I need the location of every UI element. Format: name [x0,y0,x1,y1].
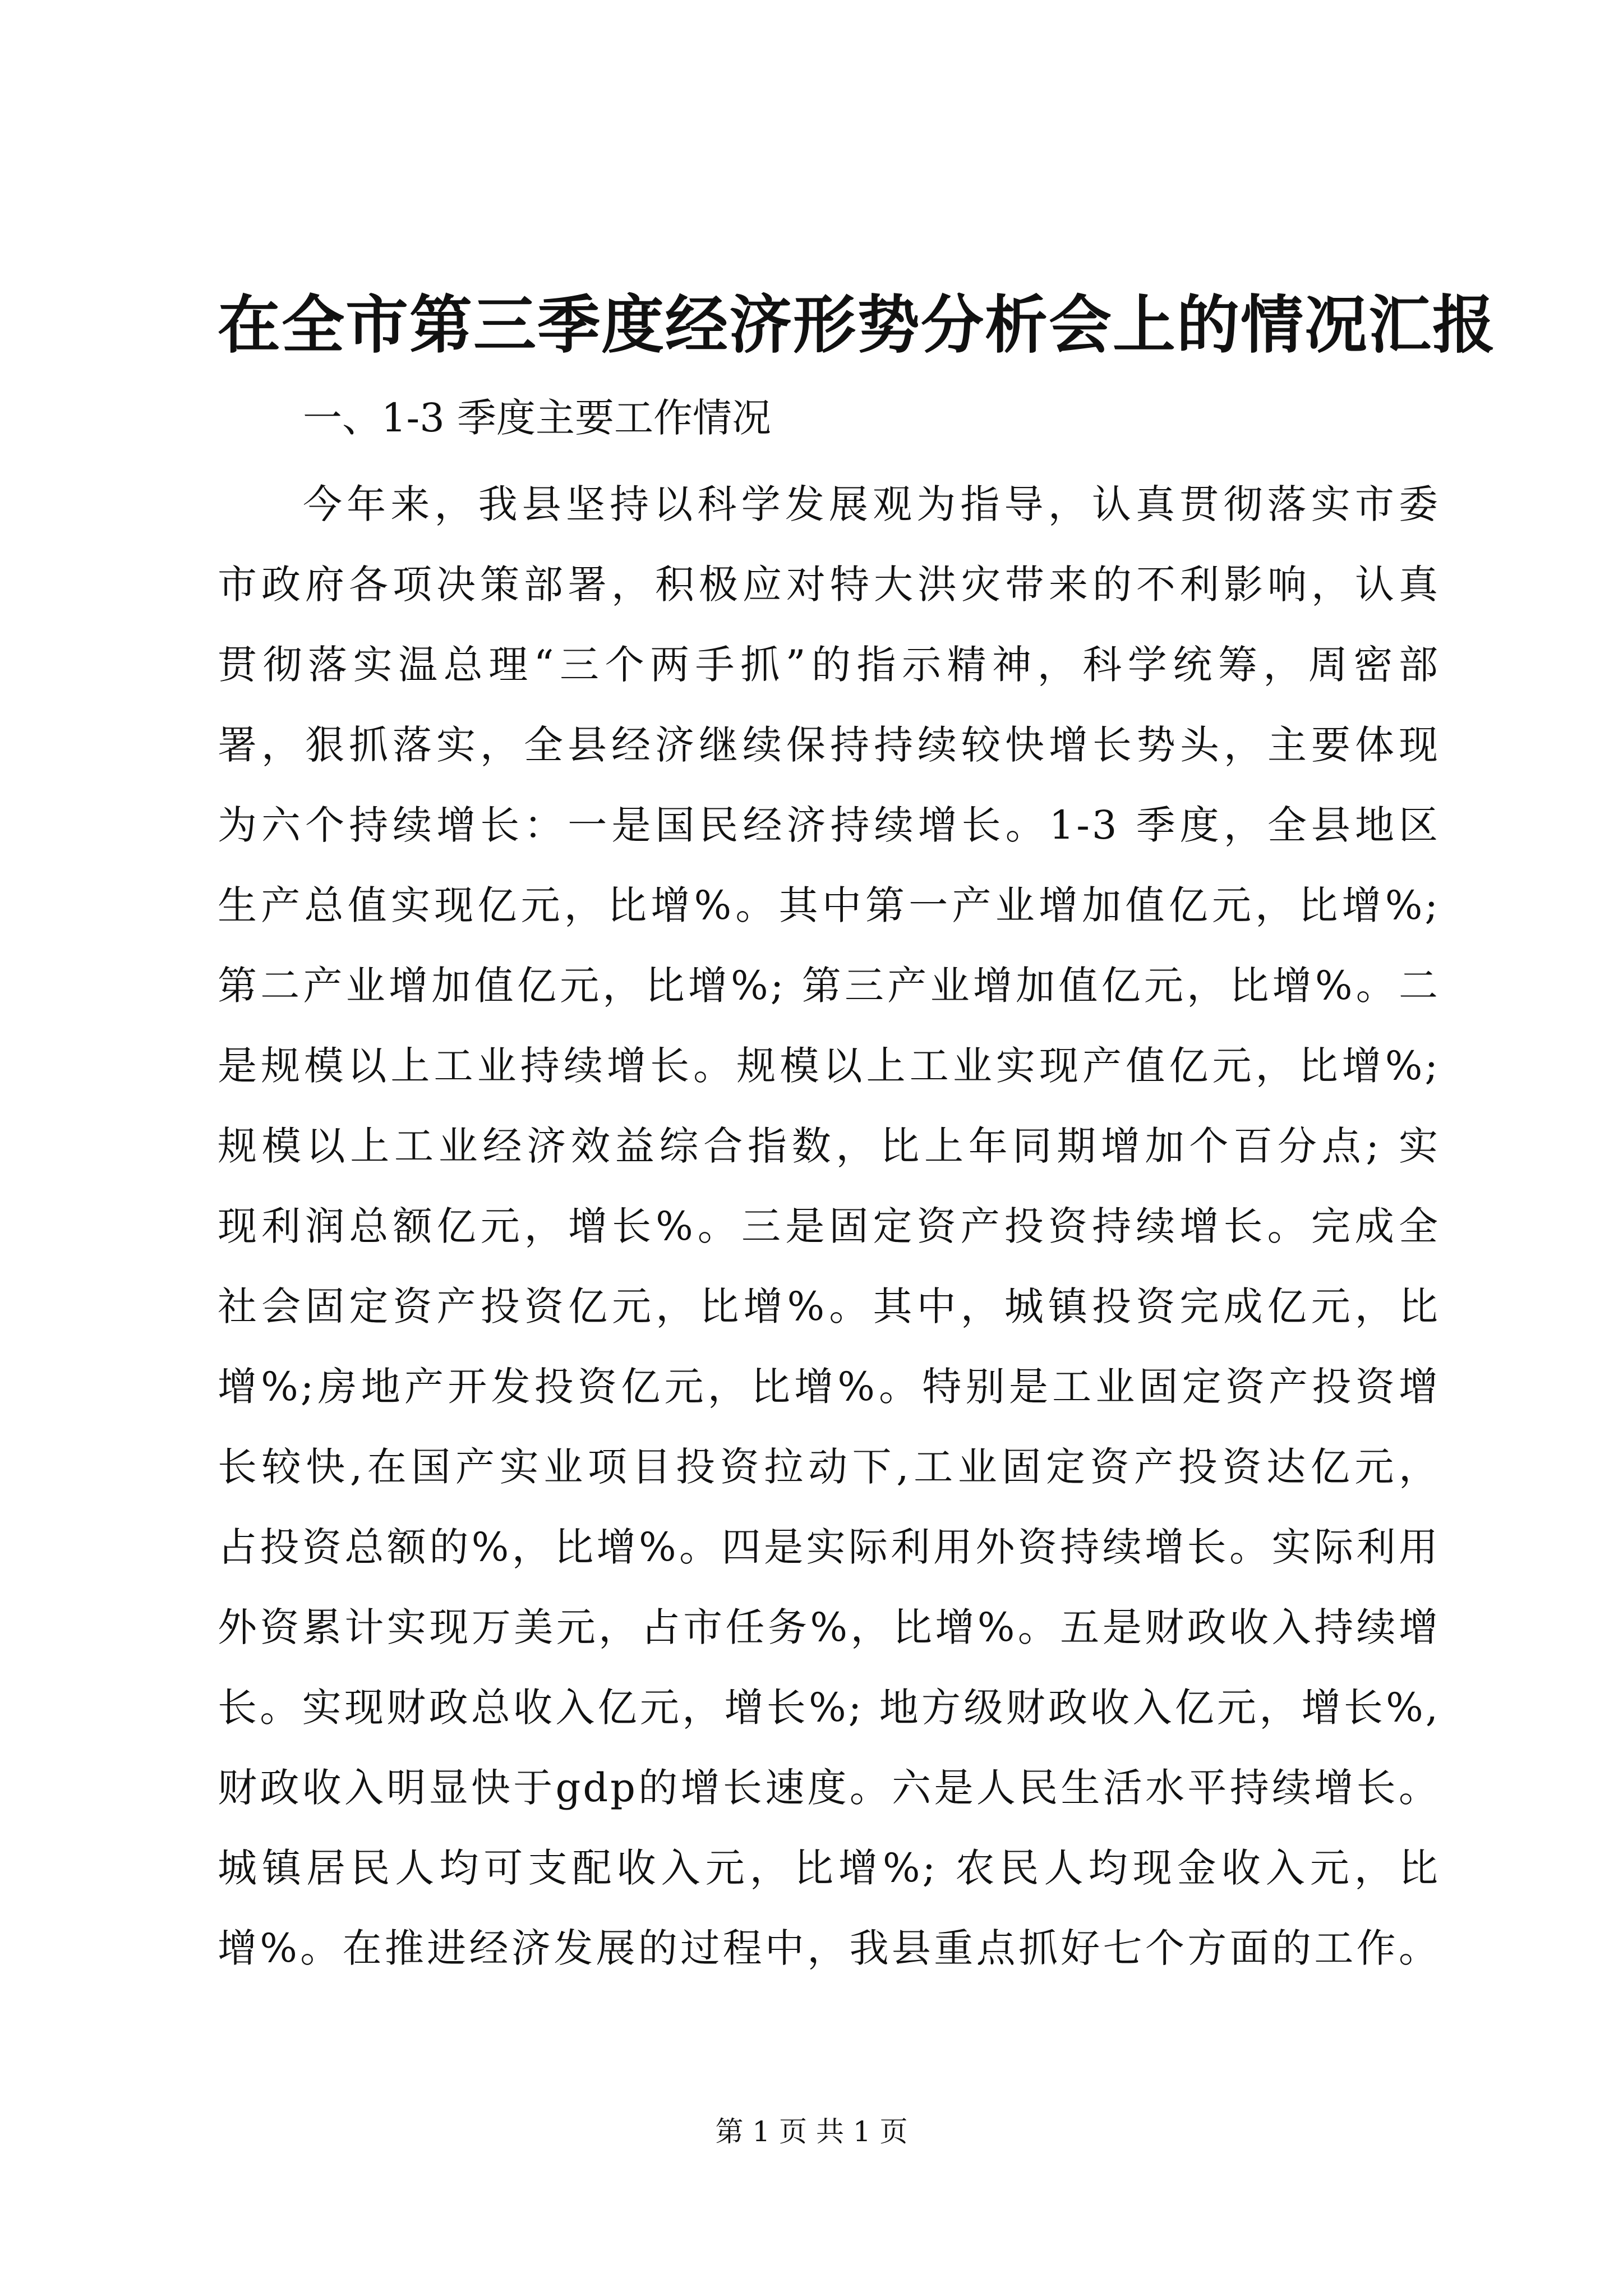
paragraph-line: 长。实现财政总收入亿元，增长%; 地方级财政收入亿元，增长%, [218,1685,1440,1731]
paragraph-line: 社会固定资产投资亿元，比增%。其中，城镇投资完成亿元，比 [218,1283,1440,1329]
paragraph-line: 市政府各项决策部署，积极应对特大洪灾带来的不利影响，认真 [218,562,1440,608]
paragraph-line: 增%。在推进经济发展的过程中，我县重点抓好七个方面的工作。 [218,1925,1440,1971]
paragraph-line: 是规模以上工业持续增长。规模以上工业实现产值亿元，比增%; [218,1043,1440,1089]
paragraph-line: 城镇居民人均可支配收入元，比增%; 农民人均现金收入元，比 [218,1845,1440,1891]
paragraph-line: 第二产业增加值亿元，比增%; 第三产业增加值亿元，比增%。二 [218,963,1440,1009]
paragraph-line: 长较快,在国产实业项目投资拉动下,工业固定资产投资达亿元， [218,1444,1440,1490]
paragraph-line: 规模以上工业经济效益综合指数，比上年同期增加个百分点; 实 [218,1123,1440,1169]
paragraph-line: 财政收入明显快于gdp的增长速度。六是人民生活水平持续增长。 [218,1765,1440,1811]
paragraph-line: 为六个持续增长：一是国民经济持续增长。1-3 季度，全县地区 [218,802,1440,848]
paragraph-line: 生产总值实现亿元，比增%。其中第一产业增加值亿元，比增%; [218,882,1440,928]
paragraph-line: 增%;房地产开发投资亿元，比增%。特别是工业固定资产投资增 [218,1364,1440,1410]
paragraph-line: 贯彻落实温总理“三个两手抓”的指示精神，科学统筹，周密部 [218,642,1440,688]
paragraph-line: 占投资总额的%，比增%。四是实际利用外资持续增长。实际利用 [218,1524,1440,1570]
paragraph-line: 外资累计实现万美元，占市任务%，比增%。五是财政收入持续增 [218,1604,1440,1650]
document-title: 在全市第三季度经济形势分析会上的情况汇报 [218,288,1496,362]
page-number-footer: 第 1 页 共 1 页 [715,2115,908,2148]
paragraph-line: 现利润总额亿元，增长%。三是固定资产投资持续增长。完成全 [218,1203,1440,1249]
section-heading: 一、1-3 季度主要工作情况 [303,395,771,441]
paragraph-line: 署，狠抓落实，全县经济继续保持持续较快增长势头，主要体现 [218,722,1440,768]
paragraph-line: 今年来，我县坚持以科学发展观为指导，认真贯彻落实市委 [303,481,1440,527]
body-paragraph [218,464,1440,1989]
